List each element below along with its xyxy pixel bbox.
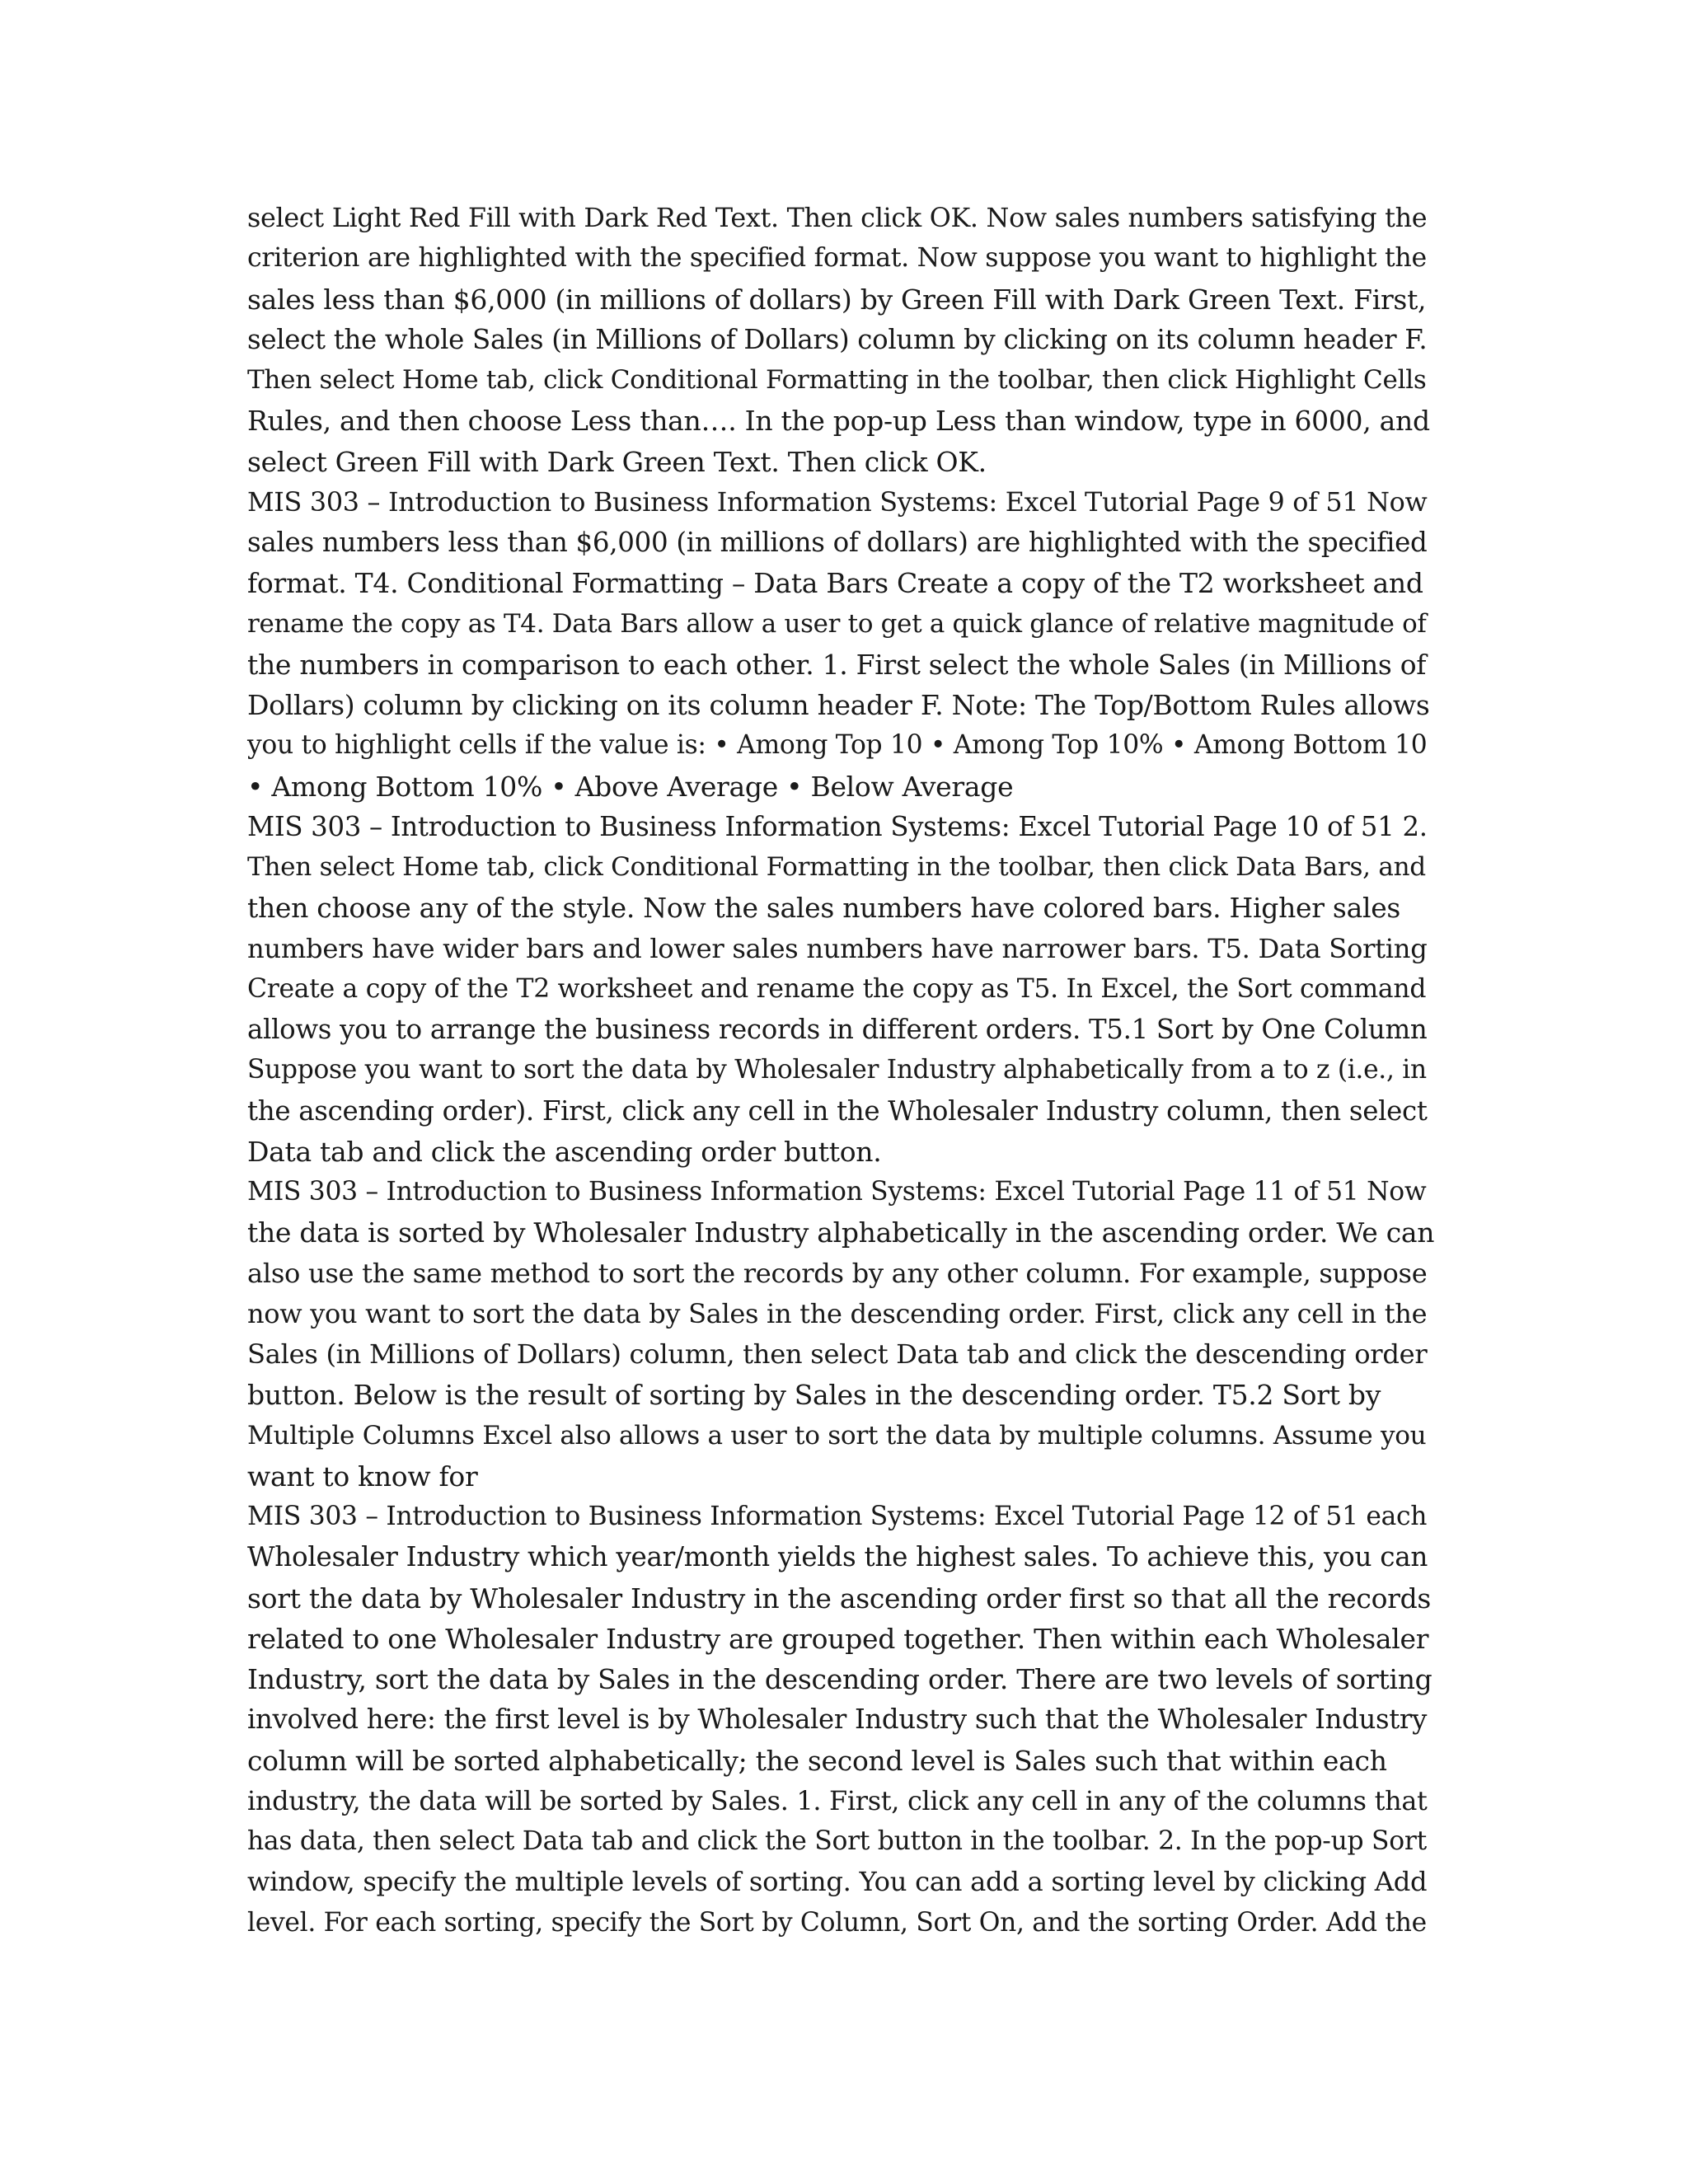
text-line: format. T4. Conditional Formatting – Data Bars Create a copy of the T2 worksheet and — [247, 567, 1423, 600]
text-line: now you want to sort the data by Sales in the descending order. First, click any cell in the — [247, 1297, 1428, 1329]
text-line: Suppose you want to sort the data by Wholesaler Industry alphabetically from a to z (i.e., in — [247, 1055, 1427, 1085]
text-line: the ascending order). First, click any cell in the Wholesaler Industry column, then select — [247, 1094, 1428, 1127]
text-line: also use the same method to sort the records by any other column. For example, suppose — [247, 1257, 1428, 1289]
text-line: MIS 303 – Introduction to Business Information Systems: Excel Tutorial Page 9 of 51 Now — [247, 485, 1428, 518]
text-line: sales less than $6,000 (in millions of dollars) by Green Fill with Dark Green Text. First, — [247, 283, 1427, 316]
text-line: MIS 303 – Introduction to Business Information Systems: Excel Tutorial Page 11 of 51 Now — [247, 1177, 1427, 1207]
text-line: select the whole Sales (in Millions of Dollars) column by clicking on its column header F. — [247, 323, 1428, 355]
text-line: sort the data by Wholesaler Industry in the ascending order first so that all the records — [247, 1582, 1432, 1615]
text-line: has data, then select Data tab and click the Sort button in the toolbar. 2. In the pop-up Sort — [247, 1826, 1427, 1856]
text-line: select Green Fill with Dark Green Text. Then click OK. — [247, 445, 987, 478]
text-line: column will be sorted alphabetically; the second level is Sales such that within each — [247, 1744, 1387, 1777]
text-line: you to highlight cells if the value is: • Among Top 10 • Among Top 10% • Among Bottom 10 — [247, 730, 1428, 761]
text-line: the data is sorted by Wholesaler Industry alphabetically in the ascending order. We can — [247, 1216, 1435, 1249]
text-line: Industry, sort the data by Sales in the descending order. There are two levels of sorting — [247, 1663, 1432, 1695]
text-line: Data tab and click the ascending order button. — [247, 1135, 882, 1168]
text-line: Create a copy of the T2 worksheet and rename the copy as T5. In Excel, the Sort command — [247, 973, 1427, 1004]
text-line: sales numbers less than $6,000 (in millions of dollars) are highlighted with the specified — [247, 527, 1428, 558]
text-line: criterion are highlighted with the specified format. Now suppose you want to highlight the — [247, 243, 1427, 274]
text-line: Then select Home tab, click Conditional Formatting in the toolbar, then click Highlight Cells — [247, 365, 1427, 395]
text-line: window, specify the multiple levels of sorting. You can add a sorting level by clicking Add — [247, 1866, 1428, 1898]
text-line: want to know for — [247, 1460, 478, 1493]
text-line: numbers have wider bars and lower sales numbers have narrower bars. T5. Data Sorting — [247, 932, 1428, 964]
text-line: MIS 303 – Introduction to Business Information Systems: Excel Tutorial Page 10 of 51 2. — [247, 810, 1428, 842]
text-line: • Among Bottom 10% • Above Average • Below Average — [247, 770, 1014, 803]
text-line: involved here: the first level is by Wholesaler Industry such that the Wholesaler Industry — [247, 1704, 1428, 1736]
text-line: select Light Red Fill with Dark Red Text. Then click OK. Now sales numbers satisfying the — [247, 202, 1428, 233]
text-line: Multiple Columns Excel also allows a user to sort the data by multiple columns. Assume you — [247, 1420, 1427, 1451]
text-line: related to one Wholesaler Industry are grouped together. Then within each Wholesaler — [247, 1622, 1429, 1655]
text-line: the numbers in comparison to each other. 1. First select the whole Sales (in Millions of — [247, 648, 1427, 681]
text-line: rename the copy as T4. Data Bars allow a user to get a quick glance of relative magnitude of — [247, 608, 1427, 639]
text-line: Dollars) column by clicking on its column header F. Note: The Top/Bottom Rules allows — [247, 689, 1430, 721]
body-text — [247, 198, 1434, 1943]
text-line: Sales (in Millions of Dollars) column, then select Data tab and click the descending order — [247, 1338, 1428, 1370]
text-line: Wholesaler Industry which year/month yields the highest sales. To achieve this, you can — [247, 1541, 1428, 1573]
text-line: then choose any of the style. Now the sales numbers have colored bars. Higher sales — [247, 892, 1401, 925]
text-line: MIS 303 – Introduction to Business Information Systems: Excel Tutorial Page 12 of 51 each — [247, 1502, 1428, 1531]
text-line: Rules, and then choose Less than…. In the pop-up Less than window, type in 6000, and — [247, 405, 1430, 438]
text-line: level. For each sorting, specify the Sort by Column, Sort On, and the sorting Order. Add the — [247, 1907, 1427, 1938]
text-line: industry, the data will be sorted by Sales. 1. First, click any cell in any of the columns that — [247, 1784, 1428, 1816]
text-line: Then select Home tab, click Conditional Formatting in the toolbar, then click Data Bars, and — [247, 852, 1426, 882]
text-line: button. Below is the result of sorting by Sales in the descending order. T5.2 Sort by — [247, 1379, 1381, 1412]
text-line: allows you to arrange the business records in different orders. T5.1 Sort by One Column — [247, 1014, 1428, 1045]
